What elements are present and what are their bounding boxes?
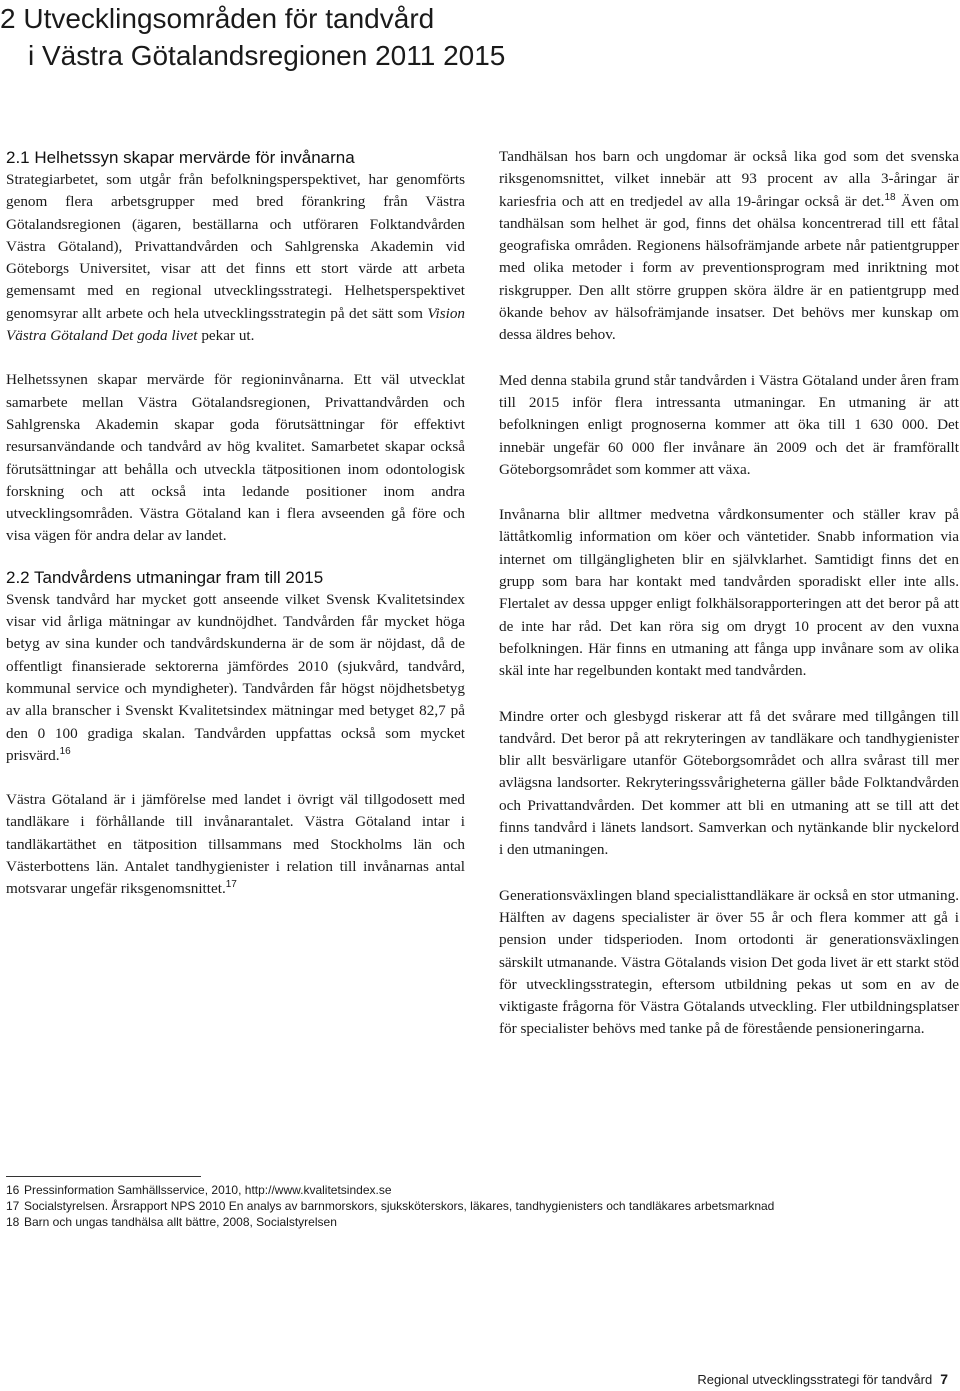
section-heading-2-2: 2.2 Tandvårdens utmaningar fram till 2015 [6, 567, 324, 587]
paragraph: Generationsväxlingen bland specialisttandläkare är också en stor utmaning. Hälften av dagens specialister är över 55 år och flera kommer att gå i pension under tidsperioden. Inom ortodonti är generationsväxlingen särskilt utmanande. Västra Götalands vision Det goda livet är ett starkt stöd för utvecklingsstrategin, eftersom utbildning pekas ut som en av de viktigaste frågorna för Västra Götalands utveckling. Fler utbildningsplatser för specialister behövs med tanke på de förestående pensioneringarna. [499, 886, 959, 1038]
paragraph-text: Strategiarbetet, som utgår från befolkningsperspektivet, har genomförts genom flera arbetsgrupper med bred förankring från Västra Götalandsregionen (ägaren, beställarna och utföraren Folktandvården Västra Götaland), Privattandvården och Sahlgrenska Akademin vid Göteborgs Universitet, visar att det finns ett stort värde att arbeta gemensamt med en regional utvecklingsstrategi. Helhetsperspektivet genomsyrar allt arbete och hela utvecklingsstrategin på det sätt som [6, 171, 465, 322]
footnote-divider [6, 1176, 201, 1177]
paragraph: Invånarna blir alltmer medvetna vårdkonsumenter och ställer krav på lättåtkomlig information om köer och väntetider. Snabb information via internet om tillgängligheten blir en självklarhet. Samtidigt finns det en grupp som bara har kontakt med tandvården sporadiskt eller inte alls. Flertalet av dessa uppger enligt folkhälsorapporteringen att det beror på att de inte har råd. Det kan röra sig om drygt 10 procent av den vuxna befolkningen. Här finns en utmaning att fånga upp invånare som av olika skäl inte har regelbunden kontakt med tandvården. [499, 506, 959, 680]
paragraph-text: pekar ut. [201, 327, 255, 345]
footnote-number: 18 [6, 1215, 20, 1229]
paragraph-text: Svensk tandvård har mycket gott anseende vilket Svensk Kvalitetsindex visar vid årliga mätningar av kundnöjdhet. Tandvården får mycket höga betyg av sina kunder och tandvårdskunderna är de som är nöjdast, då de offentligt finansierade sektorerna jämfördes 2010 (sjukvård, tandvård, kommunal service och myndigheter). Tandvården får högst nöjdhetsbetyg av alla branscher i Svenskt Kvalitetsindex mätningar med betyget 82,7 på den 0 100 gradiga skalan. Tandvården uppfattas också som mycket prisvärd. [6, 590, 465, 764]
paragraph: Med denna stabila grund står tandvården i Västra Götaland under åren fram till 2015 inför flera intressanta utmaningar. En utmaning är att befolkningen enligt prognoserna kommer att öka till 1 630 000. Det innebär ungefär 60 000 fler invånare än 2009 och det är framförallt Göteborgsområdet som kommer att växa. [499, 371, 959, 478]
right-column [499, 146, 959, 1041]
chapter-title-line1: 2 Utvecklingsområden för tandvård [0, 3, 435, 34]
footnote-ref[interactable]: 16 [59, 745, 71, 757]
section-heading-2-1: 2.1 Helhetssyn skapar mervärde för invånarna [6, 148, 355, 167]
page-number: 7 [940, 1371, 948, 1387]
paragraph-text: Västra Götaland är i jämförelse med landet i övrigt väl tillgodosett med tandläkare i förhållande till invånarantalet. Västra Götaland intar i tandläkartäthet en tätposition tillsammans med Stockholms län och Västerbottens län. Antalet tandhygienister i relation till invånarnas antal motsvarar ungefär riksgenomsnittet. [6, 791, 465, 898]
footnote-text: Barn och ungas tandhälsa allt bättre, 2008, Socialstyrelsen [24, 1215, 337, 1229]
paragraph: Helhetssynen skapar mervärde för regioninvånarna. Ett väl utvecklat samarbete mellan Västra Götalandsregionen, Privattandvården och Sahlgrenska Akademin skapar goda förutsättningar för effektivt resursanvändande och tandvård av hög kvalitet. Samarbetet skapar också förutsättningar att behålla och utveckla tätpositionen inom odontologisk forskning och att också inta ledande positioner inom andra utvecklingsområden. Västra Götaland kan i flera avseenden gå före och visa vägen för andra delar av landet. [6, 371, 465, 545]
paragraph [6, 169, 465, 347]
footnote-ref[interactable]: 17 [225, 879, 237, 891]
paragraph: Mindre orter och glesbygd riskerar att få det svårare med tillgången till tandvård. Det beror på att rekryteringen av tandläkare och tandhygienister blir allt besvärligare utanför Göteborgsområdet och allra svårast till mer avlägsna landsorter. Rekryteringssvårigheterna gäller både Folktandvården och Privattandvården. Det kommer att bli en utmaning att se till att det finns tandvård i länets landsort. Samverkan och nytänkande blir nyckelord i den utmaningen. [499, 707, 959, 859]
paragraph [499, 146, 959, 347]
footnote-text: Pressinformation Samhällsservice, 2010, http://www.kvalitetsindex.se [24, 1183, 392, 1197]
footnote-number: 17 [6, 1199, 20, 1213]
paragraph [6, 589, 465, 767]
footnotes [6, 1182, 946, 1230]
left-column [6, 145, 465, 901]
chapter-title-line2: i Västra Götalandsregionen 2011 2015 [28, 40, 506, 71]
footnote-number: 16 [6, 1183, 20, 1197]
paragraph-text: Tandhälsan hos barn och ungdomar är också lika god som det svenska riksgenomsnittet, vilket innebär att 93 procent av alla 3-åringar är kariesfria och att en tredjedel av alla 19-åringar också är det. [499, 148, 959, 210]
footnote [6, 1182, 946, 1198]
footnote [6, 1214, 946, 1230]
footnote-text: Socialstyrelsen. Årsrapport NPS 2010 En analys av barnmorskors, sjuksköterskors, läkares, tandhygienisters och tandläkares arbetsmarknad [24, 1199, 775, 1213]
paragraph [6, 789, 465, 900]
footer-title: Regional utvecklingsstrategi för tandvård [697, 1372, 933, 1387]
footnote [6, 1198, 946, 1214]
chapter-title [0, 0, 700, 74]
footnote-ref[interactable]: 18 [884, 191, 896, 203]
page-footer [697, 1371, 948, 1387]
paragraph-text: Även om tandhälsan som helhet är god, finns det ohälsa koncentrerad till ett fåtal geografiska områden. Regionens hälsofrämjande arbete når patientgrupper med olika metoder i form av preventionsprogram med inriktning mot riskgrupper. Den allt större gruppen sköra äldre är en patientgrupp med ökande behov av hälsofrämjande insatser. Det behövs mer kunskap om dessa äldres behov. [499, 192, 959, 344]
vision-title: Vision Västra Götaland Det goda livet [6, 304, 466, 345]
